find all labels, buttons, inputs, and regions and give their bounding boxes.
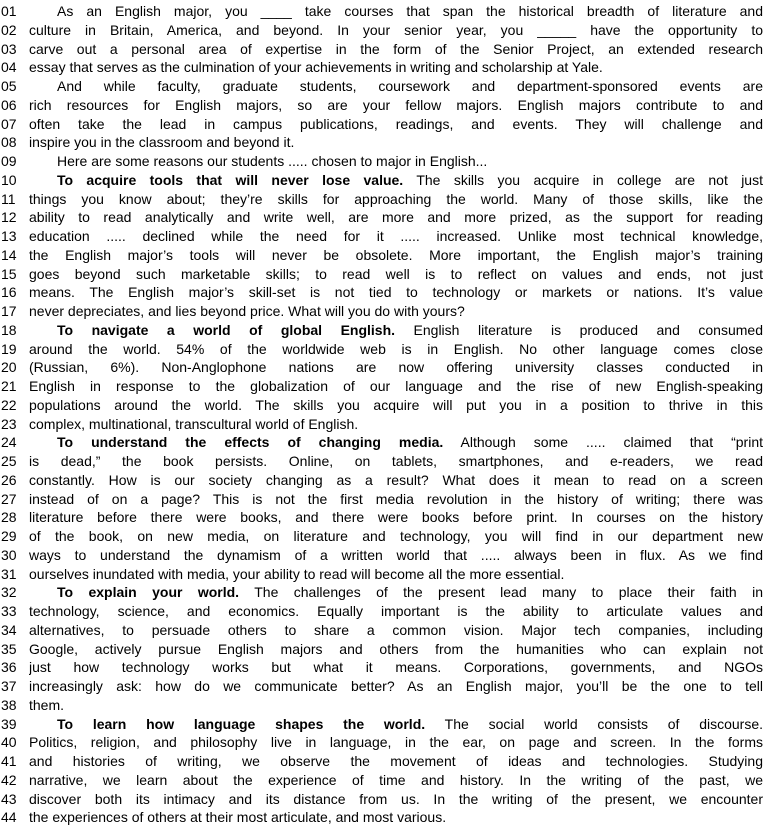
document-body bbox=[1, 2, 766, 827]
line-text bbox=[29, 321, 766, 340]
line-text bbox=[29, 302, 766, 321]
line-number: 11 bbox=[1, 190, 16, 207]
line-number: 09 bbox=[1, 153, 17, 169]
body-text: Politics, religion, and philosophy live in language, in the ear, on page and screen. In the forms bbox=[29, 734, 763, 751]
body-text: technology, science, and economics. Equally important is the ability to articulate values and bbox=[29, 603, 763, 619]
body-text: literature before there were books, and there were books before print. In courses on the history bbox=[29, 509, 763, 526]
document-line bbox=[1, 321, 766, 340]
line-number: 30 bbox=[1, 546, 17, 563]
line-number: 03 bbox=[1, 40, 17, 57]
document-line bbox=[1, 752, 766, 771]
line-text bbox=[29, 790, 766, 809]
body-text: (Russian, 6%). Non-Anglophone nations are now offering university classes conducted in bbox=[29, 359, 763, 376]
body-text: often take the lead in campus publications, readings, and events. They will challenge and bbox=[29, 115, 763, 132]
document-line bbox=[1, 265, 766, 284]
line-text bbox=[29, 433, 766, 452]
body-text: Google, actively pursue English majors and others from the humanities who can explain not bbox=[29, 640, 763, 657]
section-heading: To acquire tools that will never lose value. bbox=[57, 171, 404, 188]
line-number: 15 bbox=[1, 265, 17, 282]
body-text: and histories of writing, we observe the movement of ideas and technologies. Studying bbox=[29, 753, 763, 769]
line-text bbox=[29, 471, 766, 490]
body-text: ourselves inundated with media, your ability to read will become all the more essential. bbox=[29, 565, 565, 582]
line-text bbox=[29, 96, 766, 115]
line-text bbox=[29, 415, 766, 434]
line-text bbox=[29, 340, 766, 359]
body-text: As an English major, you ____ take courses that span the historical breadth of literature and bbox=[57, 3, 763, 19]
document-line bbox=[1, 40, 766, 59]
line-number: 31 bbox=[1, 565, 17, 582]
body-text: narrative, we learn about the experience of time and history. In the writing of the past, we bbox=[29, 771, 763, 788]
line-text bbox=[29, 133, 766, 152]
line-number: 12 bbox=[1, 209, 17, 226]
line-number: 37 bbox=[1, 678, 17, 694]
document-line bbox=[1, 696, 766, 715]
document-line bbox=[1, 96, 766, 115]
line-number: 08 bbox=[1, 134, 17, 151]
line-text bbox=[29, 2, 766, 21]
document-line bbox=[1, 377, 766, 396]
document-line bbox=[1, 508, 766, 527]
document-line bbox=[1, 58, 766, 77]
line-text bbox=[29, 227, 766, 246]
document-line bbox=[1, 77, 766, 96]
line-number: 33 bbox=[1, 603, 17, 619]
body-text: complex, multinational, transcultural world of English. bbox=[29, 415, 359, 432]
body-text: the English major’s tools will never be obsolete. More important, the English major’s training bbox=[29, 246, 763, 263]
document-line bbox=[1, 677, 766, 696]
line-number: 28 bbox=[1, 509, 17, 526]
line-number: 39 bbox=[1, 715, 17, 732]
line-text bbox=[29, 21, 766, 40]
line-text bbox=[29, 621, 766, 640]
document-line bbox=[1, 621, 766, 640]
document-line bbox=[1, 2, 766, 21]
line-number: 01 bbox=[1, 3, 17, 19]
line-number: 13 bbox=[1, 228, 17, 244]
line-text bbox=[29, 77, 766, 96]
body-text: education ..... declined while the need for it ..... increased. Unlike most technical knowledge, bbox=[29, 228, 763, 244]
line-text bbox=[29, 771, 766, 790]
line-text bbox=[29, 565, 766, 584]
body-text: English in response to the globalization of our language and the rise of new English-speaking bbox=[29, 378, 763, 394]
line-text bbox=[29, 546, 766, 565]
body-text: discover both its intimacy and its distance from us. In the writing of the present, we encounter bbox=[29, 790, 763, 807]
line-text bbox=[29, 658, 766, 677]
line-text bbox=[29, 715, 766, 734]
line-number: 04 bbox=[1, 59, 17, 76]
body-text: things you know about; they’re skills for approaching the world. Many of those skills, like the bbox=[29, 190, 763, 207]
line-number: 19 bbox=[1, 340, 17, 357]
body-text: populations around the world. The skills you acquire will put you in a position to thrive in this bbox=[29, 396, 763, 413]
body-text: alternatives, to persuade others to share a common vision. Major tech companies, including bbox=[29, 621, 763, 638]
line-text bbox=[29, 171, 766, 190]
document-line bbox=[1, 583, 766, 602]
line-number: 34 bbox=[1, 621, 17, 638]
line-text bbox=[29, 265, 766, 284]
body-text: The skills you acquire in college are not just bbox=[403, 171, 763, 188]
document-line bbox=[1, 433, 766, 452]
document-line bbox=[1, 190, 766, 209]
line-number: 21 bbox=[1, 378, 17, 394]
document-line bbox=[1, 115, 766, 134]
line-text bbox=[29, 452, 766, 471]
line-text bbox=[29, 527, 766, 546]
body-text: is dead,” the book persists. Online, on tablets, smartphones, and e-readers, we read bbox=[29, 453, 763, 469]
document-line bbox=[1, 133, 766, 152]
line-number: 25 bbox=[1, 453, 17, 469]
document-line bbox=[1, 302, 766, 321]
document-line bbox=[1, 152, 766, 171]
body-text: Although some ..... claimed that “print bbox=[443, 434, 763, 451]
line-text bbox=[29, 677, 766, 696]
body-text: increasingly ask: how do we communicate better? As an English major, you’ll be the one to tell bbox=[29, 678, 763, 694]
body-text: carve out a personal area of expertise in the form of the Senior Project, an extended research bbox=[29, 40, 763, 57]
line-text bbox=[29, 490, 766, 509]
line-number: 29 bbox=[1, 528, 17, 544]
body-text: of the book, on new media, on literature and technology, you will find in our department new bbox=[29, 528, 763, 544]
line-number: 18 bbox=[1, 321, 17, 338]
line-number: 22 bbox=[1, 396, 17, 413]
document-line bbox=[1, 602, 766, 621]
line-number: 16 bbox=[1, 284, 17, 301]
line-number: 07 bbox=[1, 115, 17, 132]
body-text: essay that serves as the culmination of your achievements in writing and scholarship at Yale. bbox=[29, 59, 603, 76]
document-line bbox=[1, 790, 766, 809]
line-text bbox=[29, 152, 766, 171]
line-number: 17 bbox=[1, 303, 17, 319]
line-text bbox=[29, 752, 766, 771]
body-text: them. bbox=[29, 696, 65, 713]
line-text bbox=[29, 190, 766, 209]
line-text bbox=[29, 246, 766, 265]
line-number: 44 bbox=[1, 809, 17, 826]
line-text bbox=[29, 508, 766, 527]
document-line bbox=[1, 490, 766, 509]
line-number: 02 bbox=[1, 21, 17, 38]
document-line bbox=[1, 171, 766, 190]
document-line bbox=[1, 452, 766, 471]
body-text: And while faculty, graduate students, coursework and department-sponsored events are bbox=[57, 78, 763, 94]
document-line bbox=[1, 546, 766, 565]
line-number: 10 bbox=[1, 171, 17, 188]
line-number: 32 bbox=[1, 584, 17, 601]
document-line bbox=[1, 227, 766, 246]
line-text bbox=[29, 696, 766, 715]
document-line bbox=[1, 396, 766, 415]
document-line bbox=[1, 733, 766, 752]
line-text bbox=[29, 58, 766, 77]
body-text: Here are some reasons our students ..... chosen to major in English... bbox=[57, 153, 488, 169]
line-number: 27 bbox=[1, 490, 17, 507]
document-line bbox=[1, 340, 766, 359]
line-number: 40 bbox=[1, 734, 17, 751]
document-line bbox=[1, 808, 766, 827]
document-line bbox=[1, 527, 766, 546]
body-text: inspire you in the classroom and beyond it. bbox=[29, 134, 295, 151]
body-text: ability to read analytically and write well, are more and more prized, as the support for reading bbox=[29, 209, 763, 226]
line-number: 26 bbox=[1, 471, 17, 488]
line-text bbox=[29, 40, 766, 59]
document-line bbox=[1, 21, 766, 40]
line-text bbox=[29, 640, 766, 659]
body-text: ways to understand the dynamism of a written world that ..... always been in flux. As we find bbox=[29, 546, 763, 563]
line-text bbox=[29, 583, 766, 602]
document-line bbox=[1, 640, 766, 659]
body-text: goes beyond such marketable skills; to read well is to reflect on values and ends, not just bbox=[29, 265, 763, 282]
line-text bbox=[29, 358, 766, 377]
body-text: English literature is produced and consumed bbox=[395, 321, 763, 338]
document-line bbox=[1, 471, 766, 490]
body-text: instead of on a page? This is not the first media revolution in the history of writing; there was bbox=[29, 490, 763, 507]
section-heading: To explain your world. bbox=[57, 584, 240, 601]
body-text: the experiences of others at their most articulate, and most various. bbox=[29, 809, 447, 826]
line-number: 43 bbox=[1, 790, 17, 807]
body-text: never depreciates, and lies beyond price. What will you do with yours? bbox=[29, 303, 465, 319]
section-heading: To navigate a world of global English. bbox=[57, 321, 396, 338]
line-number: 23 bbox=[1, 415, 17, 432]
line-text bbox=[29, 115, 766, 134]
document-line bbox=[1, 658, 766, 677]
line-number: 24 bbox=[1, 434, 17, 451]
body-text: around the world. 54% of the worldwide web is in English. No other language comes close bbox=[29, 340, 763, 357]
line-number: 20 bbox=[1, 359, 17, 376]
line-text bbox=[29, 602, 766, 621]
body-text: The challenges of the present lead many to place their faith in bbox=[239, 584, 763, 601]
line-number: 35 bbox=[1, 640, 17, 657]
line-text bbox=[29, 808, 766, 827]
line-number: 42 bbox=[1, 771, 17, 788]
line-number: 38 bbox=[1, 696, 17, 713]
section-heading: To understand the effects of changing media. bbox=[57, 434, 444, 451]
body-text: culture in Britain, America, and beyond. In your senior year, you _____ have the opportunity to bbox=[29, 21, 763, 38]
document-line bbox=[1, 246, 766, 265]
line-number: 36 bbox=[1, 659, 17, 676]
body-text: means. The English major’s skill-set is not tied to technology or markets or nations. It’s value bbox=[29, 284, 763, 301]
document-line bbox=[1, 283, 766, 302]
body-text: constantly. How is our society changing as a result? What does it mean to read on a screen bbox=[29, 471, 763, 488]
document-line bbox=[1, 565, 766, 584]
line-text bbox=[29, 283, 766, 302]
body-text: The social world consists of discourse. bbox=[425, 715, 764, 732]
line-text bbox=[29, 377, 766, 396]
document-line bbox=[1, 415, 766, 434]
line-text bbox=[29, 396, 766, 415]
document-line bbox=[1, 715, 766, 734]
line-number: 41 bbox=[1, 753, 17, 769]
body-text: just how technology works but what it means. Corporations, governments, and NGOs bbox=[29, 659, 763, 676]
line-number: 14 bbox=[1, 246, 17, 263]
document-line bbox=[1, 771, 766, 790]
document-line bbox=[1, 358, 766, 377]
document-line bbox=[1, 208, 766, 227]
line-text bbox=[29, 733, 766, 752]
line-number: 05 bbox=[1, 78, 17, 94]
section-heading: To learn how language shapes the world. bbox=[57, 715, 426, 732]
line-number: 06 bbox=[1, 96, 17, 113]
body-text: rich resources for English majors, so are your fellow majors. English majors contribute to and bbox=[29, 96, 763, 113]
line-text bbox=[29, 208, 766, 227]
